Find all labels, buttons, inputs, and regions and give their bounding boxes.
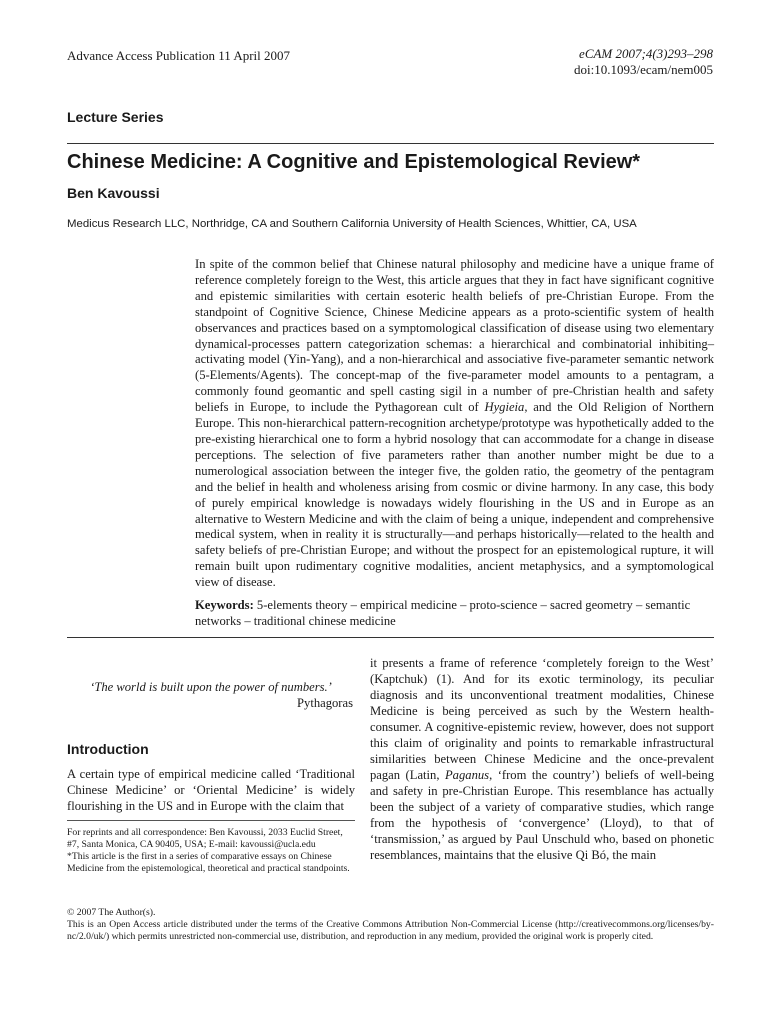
keywords-text: 5-elements theory – empirical medicine – proto-science – sacred geometry – semantic networks – traditional chinese medicine — [195, 598, 691, 628]
introduction-paragraph: A certain type of empirical medicine called ‘Traditional Chinese Medicine’ or ‘Oriental Medicine’ is widely flourishing in the US and in Europe with the claim that — [67, 767, 355, 813]
abstract-text-1: In spite of the common belief that Chinese natural philosophy and medicine have a unique frame of reference completely foreign to the West, this article argues that they in fact have significant cognitive and epistemic similarities with certain esoteric health beliefs of pre-Christian Europe. From the standpoint of Cognitive Science, Chinese Medicine appears as a proto-scientific system of health observances and practices based on a symptomological classification of disease using two elementary dynamical-processes pattern categorization schemas: a hierarchical and combinatorial inhibiting–activating model (Yin-Yang), and a non-hierarchical and associative five-parameter semantic network (5-Elements/Agents). The concept-map of the five-parameter model amounts to a pentagram, a commonly found geomantic and spell casting sigil in a number of pre-Christian health and safety beliefs in Europe, to include the Pythagorean cult of — [195, 257, 714, 415]
footnote-rule — [67, 820, 355, 821]
right-column-paganus: Paganus — [444, 768, 490, 782]
right-column-text-2: , ‘from the country’) beliefs of well-being and safety in pre-Christian Europe. This resemblance has actually been the subject of a variety of comparative studies, which range from the hypothesis of ‘convergence’ (Lloyd), to that of ‘transmission,’ as argued by Paul Unschuld who, based on phonetic resemblances, maintains that the elusive Qi Bó, the main — [370, 768, 714, 862]
title-rule — [67, 143, 714, 144]
footnotes — [67, 827, 355, 875]
epigraph — [67, 679, 355, 711]
section-rule — [67, 637, 714, 638]
author-affiliation: Medicus Research LLC, Northridge, CA and Southern California University of Health Sciences, Whittier, CA, USA — [67, 218, 637, 230]
journal-reference: eCAM 2007;4(3)293–298 — [579, 46, 713, 61]
epigraph-quote: ‘The world is built upon the power of numbers.’ — [90, 680, 332, 694]
right-column-text — [370, 655, 714, 863]
copyright-notice — [67, 907, 714, 943]
abstract-text-2: , and the Old Religion of Northern Europe. This non-hierarchical pattern-recognition archetype/prototype was hypothetically added to the pre-existing hierarchical one to form a hybrid nosology that can accommodate for a change in disease perceptions. The selection of five parameters rather than another number might be due to a numerological association between the integer five, the golden ratio, the geometry of the pentagram and the belief in health and wholeness arising from cosmic or divine harmony. In any case, this body of purely empirical knowledge is nowadays widely flourishing in the US and in Europe as an alternative to Western Medicine and with the claim of being a unique, independent and comprehensive medical system, when in reality it is structurally—and perhaps historically—related to the health and safety beliefs of pre-Christian Europe; and without the prospect for an epistemological rupture, it will remain built upon rudimentary cognitive modalities, ancient metaphysics, and a symptomological view of disease. — [195, 400, 714, 590]
footnote-reprints: For reprints and all correspondence: Ben Kavoussi, 2033 Euclid Street, #7, Santa Monica, CA 90405, USA; E-mail: kavoussi@ucla.edu — [67, 827, 343, 850]
footnote-series: *This article is the first in a series of comparative essays on Chinese Medicine from the epistemological, theoretical and practical standpoints. — [67, 851, 350, 874]
series-label: Lecture Series — [67, 109, 164, 125]
abstract-hygieia: Hygieia — [484, 400, 525, 415]
license-text: This is an Open Access article distributed under the terms of the Creative Commons Attribution Non-Commercial License (http://creativecommons.org/licenses/by-nc/2.0/uk/) which permits unrestricted non-commercial use, distribution, and reproduction in any medium, provided the original work is properly cited. — [67, 919, 714, 942]
keywords-label: Keywords: — [195, 598, 254, 612]
abstract — [195, 257, 714, 591]
doi[interactable]: doi:10.1093/ecam/nem005 — [573, 62, 713, 77]
introduction-heading: Introduction — [67, 741, 149, 757]
journal-citation — [574, 46, 713, 78]
author-name: Ben Kavoussi — [67, 185, 160, 201]
epigraph-attribution: Pythagoras — [297, 696, 353, 710]
keywords — [195, 598, 714, 630]
copyright-line: © 2007 The Author(s). — [67, 907, 156, 918]
publication-date: Advance Access Publication 11 April 2007 — [67, 48, 291, 63]
article-title: Chinese Medicine: A Cognitive and Epistemological Review* — [67, 151, 641, 173]
right-column-text-1: it presents a frame of reference ‘completely foreign to the West’ (Kaptchuk) (1). And for its exotic terminology, its peculiar diagnosis and its unconventional treatment modalities, Chinese Medicine is being perceived as such by the Western health-consumer. A cognitive-epistemic review, however, does not support this claim of originality and points to remarkable infrastructural similarities between Chinese Medicine and the once-prevalent pagan (Latin, — [370, 656, 714, 782]
